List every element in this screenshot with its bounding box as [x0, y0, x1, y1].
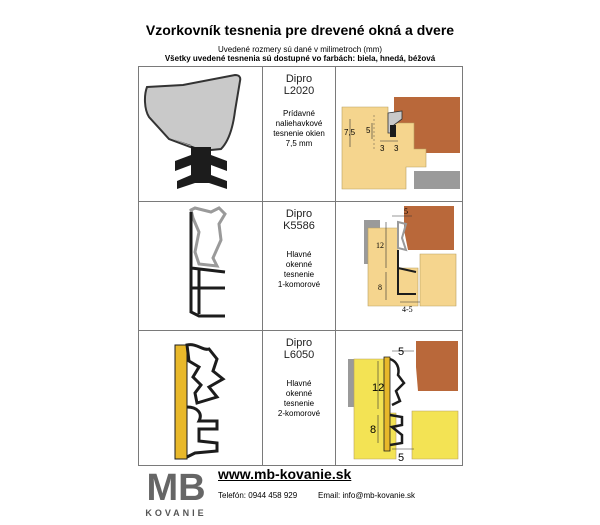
seal-catalog-table: [138, 66, 463, 466]
website-link[interactable]: www.mb-kovanie.sk: [218, 466, 352, 482]
dim-label: 12: [376, 241, 384, 250]
mount-diagram-k5586: [336, 202, 463, 331]
mount-diagram-l6050: [336, 331, 463, 466]
dim-label: 4-5: [402, 305, 413, 314]
seal-info-k5586: [263, 202, 336, 331]
seal-description: Hlavné okenné tesnenie 2-komorové: [277, 379, 321, 418]
mount-diagram-k5586-drawing: [336, 202, 463, 330]
seal-code: K5586: [283, 220, 315, 232]
table-row: [139, 67, 463, 202]
seal-code-label: Dipro: [285, 337, 313, 349]
dim-label: 5: [398, 452, 405, 464]
table-row: [139, 202, 463, 331]
dim-label: 3: [394, 144, 399, 153]
dim-label: 12: [372, 382, 385, 394]
mount-diagram-l2020: [336, 67, 463, 202]
seal-code: L2020: [283, 85, 315, 97]
seal-info-l2020: [263, 67, 336, 202]
seal-profile-l2020: [139, 67, 263, 202]
colors-note: Všetky uvedené tesnenia sú dostupné vo farbách: biela, hnedá, béžová: [164, 54, 436, 63]
logo-letters: MB: [146, 467, 206, 509]
seal-profile-l2020-drawing: [139, 67, 263, 201]
dim-label: 5: [398, 346, 405, 358]
logo-word: KOVANIE: [145, 508, 207, 518]
mount-diagram-l6050-drawing: [336, 331, 463, 465]
seal-code-label: Dipro: [285, 208, 313, 220]
seal-profile-l6050-drawing: [139, 331, 263, 465]
seal-profile-k5586-drawing: [139, 202, 263, 330]
seal-description: Hlavné okenné tesnenie 1-komorové: [277, 250, 321, 289]
email-address[interactable]: Email: info@mb-kovanie.sk: [318, 491, 416, 500]
seal-description: Prídavné naliehavkové tesnenie okien 7,5 mm: [273, 109, 325, 148]
dim-label: 7,5: [344, 128, 356, 137]
dim-label: 5: [366, 126, 371, 135]
seal-profile-l6050: [139, 331, 263, 466]
phone-number: Telefón: 0944 458 929: [218, 491, 298, 500]
seal-code: L6050: [283, 349, 315, 361]
seal-profile-k5586: [139, 202, 263, 331]
units-note: Uvedené rozmery sú dané v milimetroch (mm): [217, 45, 383, 54]
table-row: [139, 331, 463, 466]
seal-info-l6050: [263, 331, 336, 466]
dim-label: 8: [378, 283, 382, 292]
dim-label: 3: [380, 144, 385, 153]
mb-kovanie-logo: [142, 466, 210, 520]
dim-label: 8: [370, 424, 377, 436]
mount-diagram-l2020-drawing: [336, 67, 463, 201]
seal-code-label: Dipro: [285, 73, 313, 85]
page-title: Vzorkovník tesnenia pre drevené okná a dvere: [145, 22, 455, 38]
dim-label: 5: [404, 207, 408, 216]
